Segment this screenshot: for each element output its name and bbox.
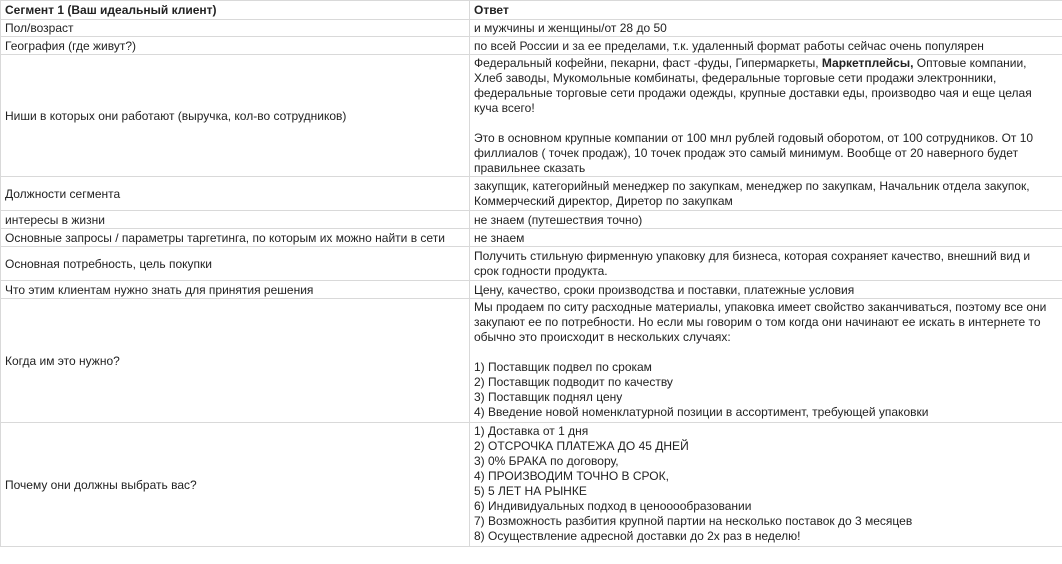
table-row — [1, 423, 1062, 547]
when-paragraph: Мы продаем по ситу расходные материалы, упаковка имеет свойство заканчиваться, поэтому все они закупают ее по потребности. Но если мы говорим о том когда они начинают ее искать в интернете то обычно это происходит в нескольких случаях: — [474, 300, 1047, 344]
row-answer-cell[interactable] — [470, 55, 1062, 177]
niches-paragraph-2: Это в основном крупные компании от 100 мнл рублей годовый оборотом, от 100 сотрудников. От 10 филлиалов ( точек продаж), 10 точек продаж это самый минимум. Вообще от 20 наверного будет правильнее сказать — [474, 131, 1034, 175]
row-answer-cell[interactable] — [470, 299, 1062, 423]
table-row — [1, 177, 1062, 211]
row-answer-cell[interactable]: по всей России и за ее пределами, т.к. удаленный формат работы сейчас очень популярен — [470, 37, 1062, 55]
list-item: 2) Поставщик подводит по качеству — [474, 375, 673, 389]
header-answer-cell[interactable]: Ответ — [470, 1, 1062, 20]
row-label-cell[interactable]: Пол/возраст — [1, 20, 470, 37]
list-item: 2) ОТСРОЧКА ПЛАТЕЖА ДО 45 ДНЕЙ — [474, 439, 689, 453]
row-label-cell[interactable]: Почему они должны выбрать вас? — [1, 423, 470, 547]
header-row — [1, 1, 1062, 20]
table-row — [1, 299, 1062, 423]
row-label-cell[interactable]: Ниши в которых они работают (выручка, кол-во сотрудников) — [1, 55, 470, 177]
row-label-cell[interactable]: интересы в жизни — [1, 211, 470, 229]
header-segment-cell[interactable]: Сегмент 1 (Ваш идеальный клиент) — [1, 1, 470, 20]
blank-line — [474, 345, 1058, 360]
list-item: 6) Индивидуальных подход в ценооообразовании — [474, 499, 752, 513]
table-row — [1, 55, 1062, 177]
table-row — [1, 229, 1062, 247]
list-item: 1) Доставка от 1 дня — [474, 424, 589, 438]
row-label-cell[interactable]: Основная потребность, цель покупки — [1, 247, 470, 281]
row-answer-cell[interactable]: Цену, качество, сроки производства и поставки, платежные условия — [470, 281, 1062, 299]
table-row — [1, 281, 1062, 299]
row-label-cell[interactable]: Должности сегмента — [1, 177, 470, 211]
table-row — [1, 37, 1062, 55]
list-item: 4) Введение новой номенклатурной позиции в ассортимент, требующей упаковки — [474, 405, 929, 419]
row-label-cell[interactable]: Основные запросы / параметры таргетинга, по которым их можно найти в сети — [1, 229, 470, 247]
table-row — [1, 20, 1062, 37]
list-item: 5) 5 ЛЕТ НА РЫНКЕ — [474, 484, 587, 498]
row-answer-cell[interactable]: закупщик, категорийный менеджер по закупкам, менеджер по закупкам, Начальник отдела закупок, Коммерческий директор, Диретор по закупкам — [470, 177, 1062, 211]
row-answer-cell[interactable]: не знаем — [470, 229, 1062, 247]
row-label-cell[interactable]: Что этим клиентам нужно знать для принятия решения — [1, 281, 470, 299]
list-item: 3) 0% БРАКА по договору, — [474, 454, 619, 468]
row-label-cell[interactable]: Когда им это нужно? — [1, 299, 470, 423]
row-answer-cell[interactable]: не знаем (путешествия точно) — [470, 211, 1062, 229]
list-item: 8) Осуществление адресной доставки до 2х раз в неделю! — [474, 529, 801, 543]
table-row — [1, 247, 1062, 281]
niches-text-bold: Маркетплейсы, — [821, 56, 914, 70]
row-answer-cell[interactable]: Получить стильную фирменную упаковку для бизнеса, которая сохраняет качество, внешний вид и срок годности продукта. — [470, 247, 1062, 281]
list-item: 1) Поставщик подвел по срокам — [474, 360, 652, 374]
list-item: 3) Поставщик поднял цену — [474, 390, 623, 404]
blank-line — [474, 116, 1058, 131]
row-label-cell[interactable]: География (где живут?) — [1, 37, 470, 55]
niches-text-end: Оптовые компании, Хлеб заводы, Мукомольные комбинаты, федеральные торговые сети продажи электронники, федеральные торговые сети продажи одежды, крупные доставки еды, производво чая и еще целая куча всего! — [474, 56, 1032, 115]
list-item: 7) Возможность разбития крупной партии на несколько поставок до 3 месяцев — [474, 514, 913, 528]
table-row — [1, 211, 1062, 229]
row-answer-cell[interactable]: и мужчины и женщины/от 28 до 50 — [470, 20, 1062, 37]
list-item: 4) ПРОИЗВОДИМ ТОЧНО В СРОК, — [474, 469, 669, 483]
row-answer-cell[interactable] — [470, 423, 1062, 547]
niches-text-start: Федеральный кофейни, пекарни, фаст -фуды, Гипермаркеты, — [474, 56, 822, 70]
